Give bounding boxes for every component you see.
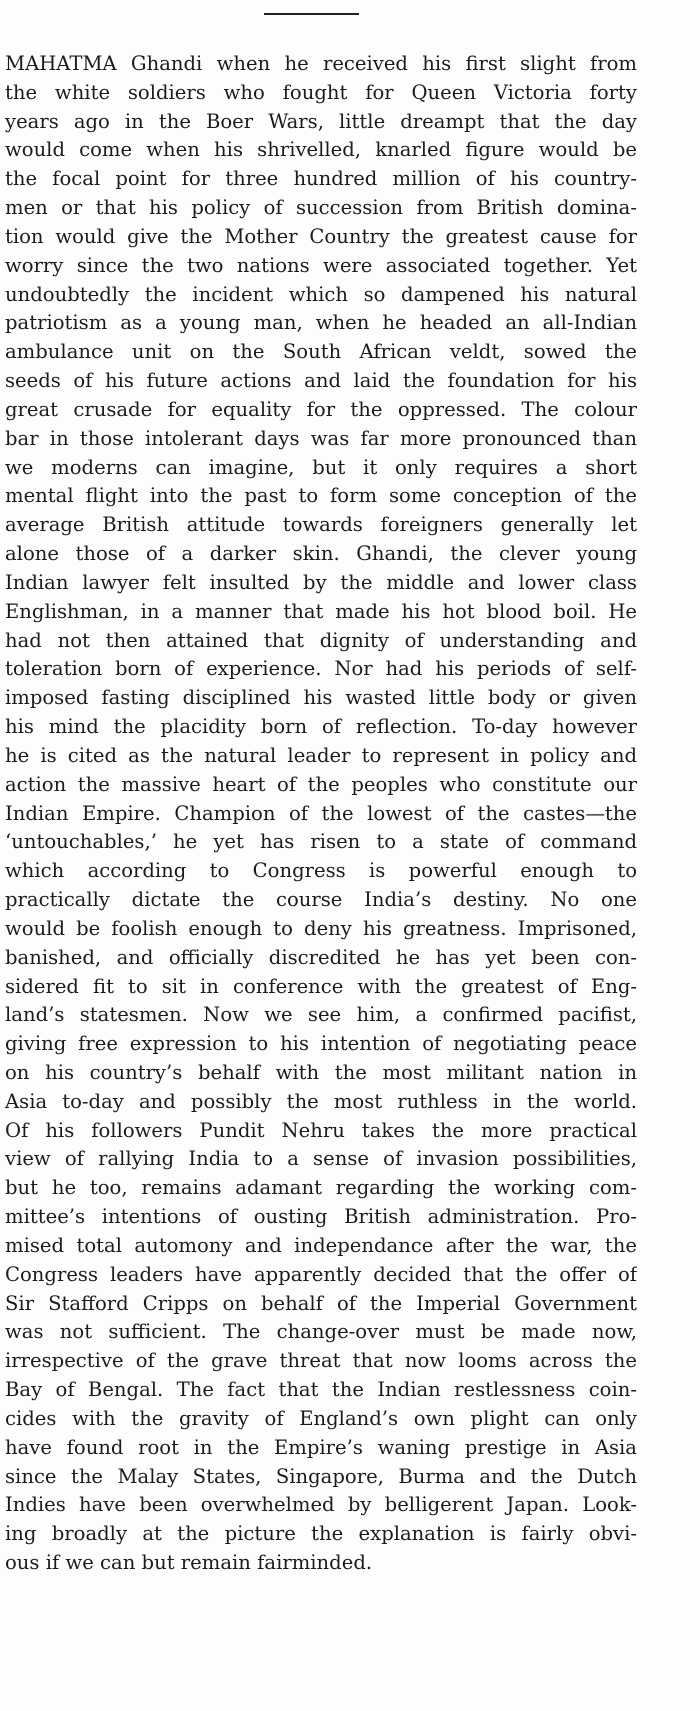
text-line: mised total automony and independance after the war, the	[5, 1233, 637, 1257]
text-line: would come when his shrivelled, knarled figure would be	[5, 138, 637, 162]
text-line: action the massive heart of the peoples who constitute our	[5, 772, 637, 796]
text-line: Indian lawyer felt insulted by the middle and lower class	[5, 570, 637, 594]
text-line: have found root in the Empire’s waning prestige in Asia	[5, 1435, 637, 1459]
text-line: tion would give the Mother Country the greatest cause for	[5, 224, 637, 248]
text-line: Asia to-day and possibly the most ruthless in the world.	[5, 1089, 637, 1113]
text-line: patriotism as a young man, when he headed an all-Indian	[5, 311, 637, 335]
text-line: Sir Stafford Cripps on behalf of the Imperial Government	[5, 1291, 637, 1315]
text-line: practically dictate the course India’s destiny. No one	[5, 888, 637, 912]
text-line: alone those of a darker skin. Ghandi, the clever young	[5, 542, 637, 566]
text-line: the white soldiers who fought for Queen Victoria forty	[5, 80, 637, 104]
text-line: Indian Empire. Champion of the lowest of the castes—the	[5, 801, 637, 825]
text-line: Congress leaders have apparently decided that the offer of	[5, 1262, 637, 1286]
text-line: on his country’s behalf with the most militant nation in	[5, 1060, 637, 1084]
text-line: sidered fit to sit in conference with the greatest of Eng-	[5, 974, 637, 998]
text-line: bar in those intolerant days was far more pronounced than	[5, 426, 637, 450]
text-line: great crusade for equality for the oppressed. The colour	[5, 397, 637, 421]
text-line: Of his followers Pundit Nehru takes the more practical	[5, 1118, 637, 1142]
text-line: would be foolish enough to deny his greatness. Imprisoned,	[5, 916, 637, 940]
text-line: land’s statesmen. Now we see him, a confirmed pacifist,	[5, 1003, 637, 1027]
text-line: undoubtedly the incident which so dampened his natural	[5, 282, 637, 306]
text-line: irrespective of the grave threat that now looms across the	[5, 1349, 637, 1373]
text-line: toleration born of experience. Nor had his periods of self-	[5, 657, 637, 681]
text-line: view of rallying India to a sense of invasion possibilities,	[5, 1147, 637, 1171]
text-line: mittee’s intentions of ousting British administration. Pro-	[5, 1205, 637, 1229]
text-line: ambulance unit on the South African veldt, sowed the	[5, 340, 637, 364]
text-line: imposed fasting disciplined his wasted little body or given	[5, 686, 637, 710]
text-line: but he too, remains adamant regarding the working com-	[5, 1176, 637, 1200]
text-line: years ago in the Boer Wars, little dreampt that the day	[5, 109, 637, 133]
text-line: ing broadly at the picture the explanation is fairly obvi-	[5, 1522, 637, 1546]
text-line: had not then attained that dignity of understanding and	[5, 628, 637, 652]
text-line: Englishman, in a manner that made his hot blood boil. He	[5, 599, 637, 623]
text-line: ous if we can but remain fairminded.	[5, 1551, 373, 1575]
text-line: Bay of Bengal. The fact that the Indian restlessness coin-	[5, 1378, 637, 1402]
text-line: ‘untouchables,’ he yet has risen to a state of command	[5, 830, 637, 854]
text-line: he is cited as the natural leader to represent in policy and	[5, 743, 637, 767]
text-line: cides with the gravity of England’s own plight can only	[5, 1406, 637, 1430]
text-line: since the Malay States, Singapore, Burma and the Dutch	[5, 1464, 637, 1488]
text-line: giving free expression to his intention of negotiating peace	[5, 1032, 637, 1056]
article-body	[5, 50, 637, 1578]
text-line: mental flight into the past to form some conception of the	[5, 484, 637, 508]
text-line: Indies have been overwhelmed by belligerent Japan. Look-	[5, 1493, 637, 1517]
text-line: seeds of his future actions and laid the foundation for his	[5, 369, 637, 393]
text-line: MAHATMA Ghandi when he received his first slight from	[5, 52, 637, 75]
text-line: average British attitude towards foreigners generally let	[5, 513, 637, 537]
text-line: his mind the placidity born of reflection. To-day however	[5, 715, 637, 739]
separator-rule	[264, 13, 359, 15]
text-line: we moderns can imagine, but it only requires a short	[5, 455, 637, 479]
text-line: men or that his policy of succession from British domina-	[5, 196, 637, 220]
text-line: banished, and officially discredited he has yet been con-	[5, 945, 637, 969]
text-line: worry since the two nations were associated together. Yet	[5, 253, 637, 277]
text-line: was not sufficient. The change-over must be made now,	[5, 1320, 637, 1344]
text-line: the focal point for three hundred million of his country-	[5, 167, 637, 191]
text-line: which according to Congress is powerful enough to	[5, 859, 637, 883]
